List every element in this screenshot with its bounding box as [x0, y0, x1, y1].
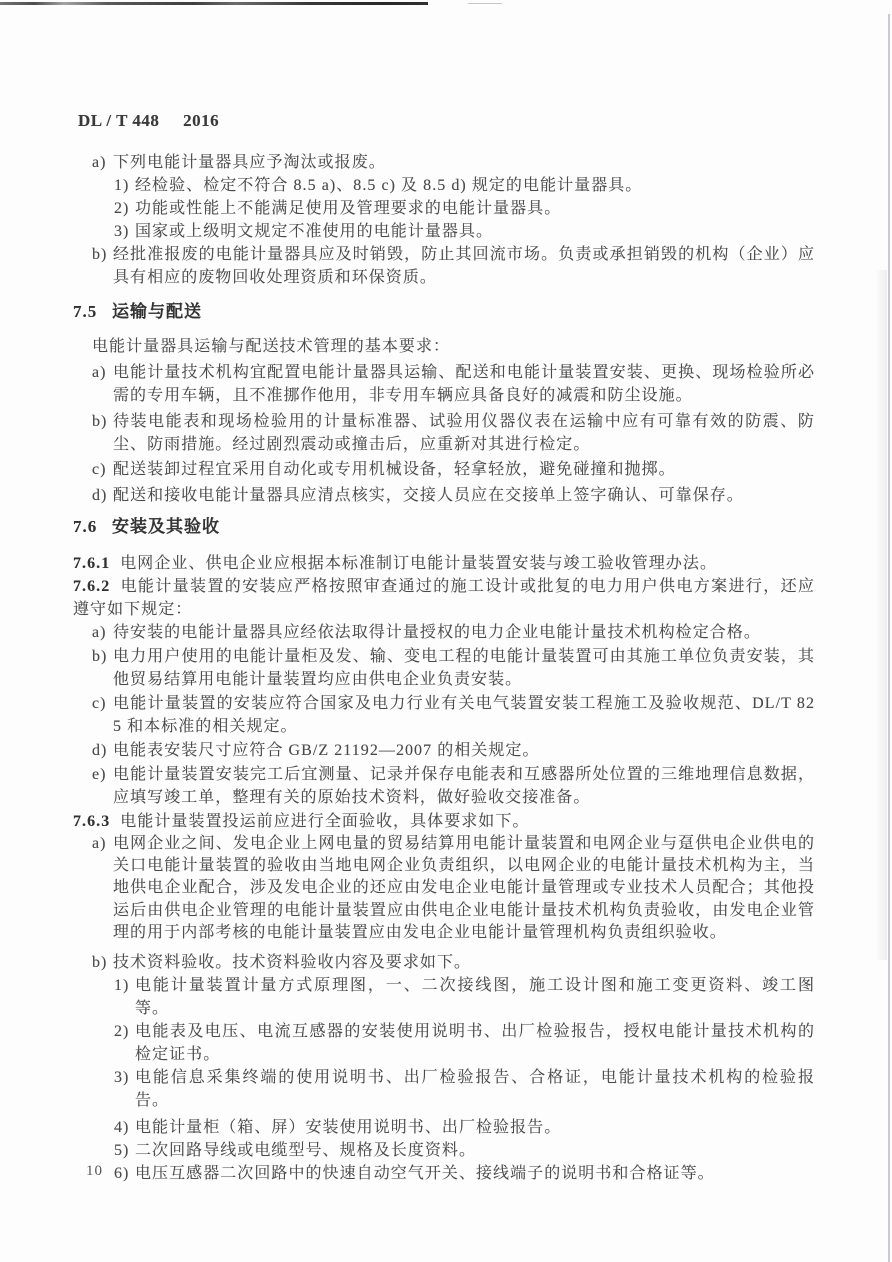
clause-subitem-4 [73, 1116, 815, 1139]
item-text: 待安装的电能计量器具应经依法取得计量授权的电力企业电能计量技术机构检定合格。 [113, 623, 761, 641]
clause-subitem-6 [73, 1162, 815, 1185]
clause-subitem-2 [73, 197, 815, 220]
item-label: 1) [114, 177, 130, 194]
clause-item-d [73, 739, 815, 762]
clause-7-6-2 [73, 575, 815, 621]
item-text: 电能表及电压、电流互感器的安装使用说明书、出厂检验报告，授权电能计量技术机构的检定证书。 [135, 1022, 815, 1063]
item-text: 配送装卸过程宜采用自动化或专用机械设备，轻拿轻放，避免碰撞和抛掷。 [113, 461, 676, 478]
item-text: 下列电能计量器具应予淘汰或报废。 [113, 154, 386, 171]
section-heading-7-5 [73, 300, 815, 323]
item-text: 电能表安装尺寸应符合 GB/Z 21192—2007 的相关规定。 [113, 741, 540, 759]
item-label: b) [92, 412, 108, 430]
section-title: 运输与配送 [112, 302, 202, 321]
clause-item-e [73, 763, 815, 809]
scan-artifact-right-edge-line [888, 14, 890, 1262]
standard-code-header: DL / T 448 2016 [78, 111, 220, 130]
item-label: b) [92, 953, 108, 971]
scan-artifact-right-shadow [875, 270, 887, 960]
clause-item-c [73, 692, 815, 738]
item-label: c) [92, 461, 107, 478]
item-text: 电压互感器二次回路中的快速自动空气开关、接线端子的说明书和合格证等。 [135, 1164, 715, 1182]
item-label: a) [92, 154, 107, 171]
clause-text: 电能计量装置的安装应严格按照审查通过的施工设计或批复的电力用户供电方案进行，还应遵守如下规定： [73, 577, 815, 618]
clause-number: 7.6.1 [73, 554, 111, 572]
section-title: 安装及其验收 [112, 516, 220, 536]
item-label: 2) [114, 200, 130, 217]
item-label: 3) [114, 223, 130, 240]
page-number: 10 [86, 1163, 103, 1179]
item-label: a) [92, 364, 107, 381]
item-text: 电能计量柜（箱、屏）安装使用说明书、出厂检验报告。 [135, 1118, 562, 1136]
section-intro-paragraph: 电能计量器具运输与配送技术管理的基本要求： [92, 338, 451, 355]
section-7-5-list [73, 361, 815, 507]
section-7-6-2-list [73, 621, 815, 809]
item-text: 电能计量装置计量方式原理图，一、二次接线图，施工设计图和施工变更资料、竣工图等。 [135, 976, 815, 1017]
clause-item-b [73, 243, 815, 289]
item-label: 5) [114, 1141, 130, 1159]
item-text: 功能或性能上不能满足使用及管理要求的电能计量器具。 [135, 200, 562, 217]
section-heading-7-6 [73, 515, 815, 538]
page-content [73, 151, 815, 1185]
section-number: 7.6 [73, 516, 98, 536]
clause-subitem-1 [73, 974, 815, 1020]
clause-item-a [73, 361, 815, 407]
clause-item-b [73, 645, 815, 691]
clause-subitem-5 [73, 1139, 815, 1162]
clause-number: 7.6.3 [73, 812, 111, 830]
item-text: 电能计量装置的安装应符合国家及电力行业有关电气装置安装工程施工及验收规范、DL/T 825 和本标准的相关规定。 [113, 694, 815, 735]
item-text: 二次回路导线或电缆型号、规格及长度资料。 [135, 1141, 477, 1159]
item-label: e) [92, 765, 107, 783]
clause-text: 电网企业、供电企业应根据本标准制订电能计量装置安装与竣工验收管理办法。 [120, 554, 718, 572]
item-text: 电能计量技术机构宜配置电能计量器具运输、配送和电能计量装置安装、更换、现场检验所必需的专用车辆，且不准挪作他用，非专用车辆应具备良好的减震和防尘设施。 [113, 364, 815, 404]
clause-7-6-3 [73, 810, 815, 833]
item-label: a) [92, 834, 107, 852]
item-text: 电能信息采集终端的使用说明书、出厂检验报告、合格证，电能计量技术机构的检验报告。 [135, 1068, 815, 1109]
item-text: 待装电能表和现场检验用的计量标准器、试验用仪器仪表在运输中应有可靠有效的防震、防尘、防雨措施。经过剧烈震动或撞击后，应重新对其进行检定。 [113, 412, 815, 453]
clause-item-d [73, 484, 815, 507]
clause-item-b [73, 951, 815, 974]
item-text: 国家或上级明文规定不准使用的电能计量器具。 [135, 223, 494, 240]
clause-subitem-1 [73, 174, 815, 197]
clause-text: 电能计量装置投运前应进行全面验收，具体要求如下。 [120, 812, 530, 830]
clause-subitem-3 [73, 1066, 815, 1112]
section-number: 7.5 [73, 302, 98, 321]
item-text: 技术资料验收。技术资料验收内容及要求如下。 [113, 953, 472, 971]
item-text: 经批准报废的电能计量器具应及时销毁，防止其回流市场。负责或承担销毁的机构（企业）应具有相应的废物回收处理资质和环保资质。 [113, 246, 815, 286]
item-label: c) [92, 694, 107, 712]
scan-artifact-top-line [0, 2, 428, 5]
scan-artifact-top-fragment [468, 3, 502, 4]
clause-item-c [73, 458, 815, 481]
item-label: 2) [114, 1022, 130, 1040]
item-label: 6) [114, 1164, 130, 1182]
item-label: 3) [114, 1068, 130, 1086]
clause-item-b [73, 410, 815, 456]
item-label: d) [92, 486, 108, 504]
item-text: 经检验、检定不符合 8.5 a)、8.5 c) 及 8.5 d) 规定的电能计量器具。 [135, 177, 643, 194]
item-text: 电网企业之间、发电企业上网电量的贸易结算用电能计量装置和电网企业与趸供电企业供电的关口电能计量装置的验收由当地电网企业负责组织，以电网企业的电能计量技术机构为主，当地供电企业配合，涉及发电企业的还应由发电企业电能计量管理或专业技术人员配合；其他投运后由供电企业管理的电能计量装置应由供电企业电能计量技术机构负责验收，由发电企业管理的用于内部考核的电能计量装置应由发电企业电能计量管理机构负责组织验收。 [113, 834, 815, 942]
clause-number: 7.6.2 [73, 577, 111, 595]
clause-item-a [73, 621, 815, 644]
item-label: d) [92, 741, 108, 759]
item-text: 电能计量装置安装完工后宜测量、记录并保存电能表和互感器所处位置的三维地理信息数据，应填写竣工单，整理有关的原始技术资料，做好验收交接准备。 [113, 765, 815, 806]
item-label: 1) [114, 976, 130, 994]
item-label: 4) [114, 1118, 130, 1136]
item-text: 电力用户使用的电能计量柜及发、输、变电工程的电能计量装置可由其施工单位负责安装，其他贸易结算用电能计量装置均应由供电企业负责安装。 [113, 647, 815, 688]
clause-item-a [73, 151, 815, 174]
item-label: a) [92, 623, 107, 641]
item-label: b) [92, 246, 108, 263]
clause-subitem-2 [73, 1020, 815, 1066]
item-label: b) [92, 647, 108, 665]
clause-item-a [73, 833, 815, 945]
clause-subitem-3 [73, 220, 815, 243]
clause-7-6-1 [73, 552, 815, 575]
item-text: 配送和接收电能计量器具应清点核实，交接人员应在交接单上签字确认、可靠保存。 [113, 486, 744, 504]
